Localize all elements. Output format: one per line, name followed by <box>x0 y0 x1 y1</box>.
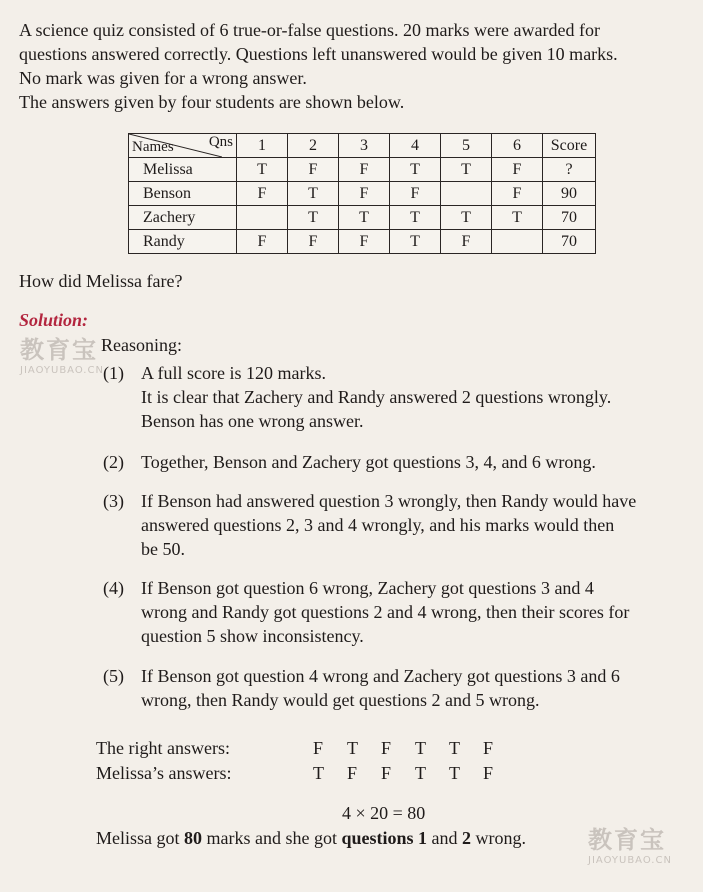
student-name: Randy <box>129 230 237 254</box>
item-line: wrong and Randy got questions 2 and 4 wrong, then their scores for <box>141 602 630 622</box>
student-name: Zachery <box>129 206 237 230</box>
score-calculation: 4 × 20 = 80 <box>342 803 426 823</box>
answer-cell: T <box>390 230 441 254</box>
question-header: 3 <box>339 134 390 158</box>
answer-cell: T <box>441 158 492 182</box>
intro-line-1: A science quiz consisted of 6 true-or-false questions. 20 marks were awarded for <box>19 20 600 40</box>
student-name: Melissa <box>129 158 237 182</box>
answer-letter: T <box>347 738 358 758</box>
answer-letter: T <box>313 763 324 783</box>
melissa-answers-label: Melissa’s answers: <box>96 763 232 783</box>
intro-line-4: The answers given by four students are shown below. <box>19 92 405 112</box>
answer-cell: F <box>237 230 288 254</box>
answer-cell <box>492 230 543 254</box>
answer-letter: F <box>381 738 392 758</box>
reasoning-label: Reasoning: <box>101 335 182 355</box>
answer-cell <box>237 206 288 230</box>
table-row <box>129 206 596 230</box>
answer-cell: F <box>288 230 339 254</box>
answer-cell: T <box>288 206 339 230</box>
conclusion-text: marks and she got <box>202 828 342 848</box>
solution-title: Solution: <box>19 310 89 330</box>
item-number: (1) <box>103 363 124 383</box>
score-cell: 90 <box>543 182 596 206</box>
conclusion-text: and <box>427 828 463 848</box>
question-header: 4 <box>390 134 441 158</box>
conclusion <box>96 828 526 849</box>
answer-letter: F <box>381 763 392 783</box>
table-row <box>129 182 596 206</box>
student-name: Benson <box>129 182 237 206</box>
qns-header: Qns <box>208 134 233 150</box>
item-line: be 50. <box>141 539 185 559</box>
answer-letter: T <box>449 763 460 783</box>
conclusion-text: Melissa got <box>96 828 184 848</box>
item-number: (3) <box>103 491 124 511</box>
conclusion-questions: questions 1 <box>341 828 428 848</box>
question-header: 5 <box>441 134 492 158</box>
answer-letter: T <box>449 738 460 758</box>
item-line: If Benson had answered question 3 wrongly, then Randy would have <box>141 491 637 511</box>
answer-cell: F <box>441 230 492 254</box>
answer-letter: T <box>415 763 426 783</box>
item-line: Benson has one wrong answer. <box>141 411 364 431</box>
answer-letter: F <box>483 738 494 758</box>
item-line: If Benson got question 4 wrong and Zachery got questions 3 and 6 <box>141 666 620 686</box>
item-line: It is clear that Zachery and Randy answered 2 questions wrongly. <box>141 387 612 407</box>
answer-letter: T <box>415 738 426 758</box>
item-number: (2) <box>103 452 124 472</box>
answer-cell <box>441 182 492 206</box>
answer-letter: F <box>313 738 324 758</box>
item-number: (4) <box>103 578 124 598</box>
answer-letter: F <box>347 763 358 783</box>
answer-cell: T <box>288 182 339 206</box>
table-header-row <box>129 134 596 158</box>
answer-cell: F <box>339 230 390 254</box>
answer-cell: F <box>390 182 441 206</box>
watermark-latin: JIAOYUBAO.CN <box>588 855 672 866</box>
right-answers-label: The right answers: <box>96 738 230 758</box>
question-header: 1 <box>237 134 288 158</box>
watermark-latin: JIAOYUBAO.CN <box>20 365 104 376</box>
answer-cell: T <box>390 158 441 182</box>
item-line: question 5 show inconsistency. <box>141 626 364 646</box>
answer-cell: F <box>492 158 543 182</box>
answer-cell: F <box>339 158 390 182</box>
score-cell: 70 <box>543 230 596 254</box>
question-header: 2 <box>288 134 339 158</box>
item-line: A full score is 120 marks. <box>141 363 326 383</box>
answer-cell: T <box>441 206 492 230</box>
answer-cell: T <box>339 206 390 230</box>
conclusion-marks: 80 <box>184 828 202 848</box>
right-answers-sequence <box>313 738 517 759</box>
answer-letter: F <box>483 763 494 783</box>
table-row <box>129 230 596 254</box>
item-line: wrong, then Randy would get questions 2 and 5 wrong. <box>141 690 540 710</box>
answer-cell: F <box>339 182 390 206</box>
item-line: Together, Benson and Zachery got questions 3, 4, and 6 wrong. <box>141 452 596 472</box>
conclusion-question-2: 2 <box>462 828 472 848</box>
table-row <box>129 158 596 182</box>
score-cell: 70 <box>543 206 596 230</box>
item-line: answered questions 2, 3 and 4 wrongly, and his marks would then <box>141 515 615 535</box>
melissa-answers-sequence <box>313 763 517 784</box>
item-number: (5) <box>103 666 124 686</box>
watermark-cn: 教育宝 <box>588 826 666 854</box>
answers-table <box>128 133 596 254</box>
score-cell: ? <box>543 158 596 182</box>
question-text: How did Melissa fare? <box>19 271 183 291</box>
item-line: If Benson got question 6 wrong, Zachery got questions 3 and 4 <box>141 578 594 598</box>
answer-cell: T <box>237 158 288 182</box>
intro-line-3: No mark was given for a wrong answer. <box>19 68 307 88</box>
problem-statement <box>19 18 699 114</box>
score-header: Score <box>543 134 596 158</box>
answer-cell: T <box>390 206 441 230</box>
answer-cell: F <box>237 182 288 206</box>
answer-cell: F <box>288 158 339 182</box>
watermark-cn: 教育宝 <box>20 336 98 364</box>
answer-cell: F <box>492 182 543 206</box>
watermark-logo-bottom <box>588 820 672 866</box>
question-header: 6 <box>492 134 543 158</box>
table-corner-cell <box>129 134 237 158</box>
names-header: Names <box>132 139 174 155</box>
watermark-logo <box>20 330 104 376</box>
answer-cell: T <box>492 206 543 230</box>
conclusion-text: wrong. <box>471 828 527 848</box>
intro-line-2: questions answered correctly. Questions left unanswered would be given 10 marks. <box>19 44 618 64</box>
